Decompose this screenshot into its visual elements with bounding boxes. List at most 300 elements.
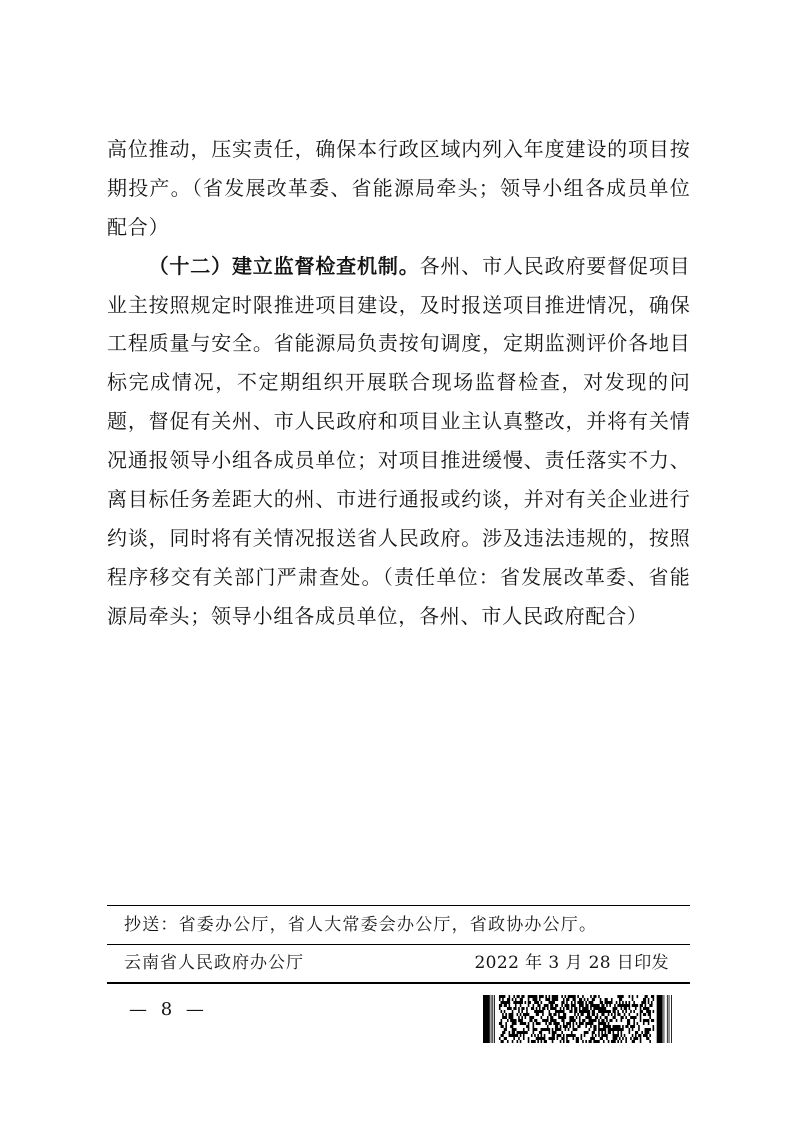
barcode-module bbox=[512, 1010, 514, 1013]
barcode-module bbox=[561, 1004, 563, 1007]
barcode-module bbox=[648, 998, 650, 1001]
barcode-module bbox=[549, 1031, 551, 1034]
barcode-module bbox=[601, 1013, 604, 1016]
barcode-module bbox=[573, 998, 576, 1001]
barcode-module bbox=[531, 1007, 534, 1010]
barcode-module bbox=[521, 1007, 524, 1010]
barcode-module bbox=[509, 995, 511, 998]
barcode-stop-bar bbox=[664, 995, 665, 1043]
barcode-module bbox=[549, 1037, 555, 1040]
barcode-module bbox=[499, 1007, 501, 1010]
barcode-module bbox=[646, 1010, 651, 1013]
barcode-module bbox=[550, 1019, 556, 1022]
barcode-module bbox=[574, 1001, 576, 1004]
barcode-module bbox=[512, 1040, 514, 1043]
barcode-module bbox=[566, 1007, 569, 1010]
barcode-module bbox=[600, 1037, 603, 1040]
barcode-module bbox=[545, 998, 550, 1001]
barcode-module bbox=[579, 1004, 584, 1007]
barcode-module bbox=[600, 1001, 603, 1004]
barcode-module bbox=[563, 1022, 565, 1025]
footer-top-rule bbox=[107, 905, 690, 906]
barcode-module bbox=[550, 1016, 553, 1019]
barcode-module bbox=[585, 1040, 587, 1043]
barcode-module bbox=[653, 998, 655, 1001]
issuer-name: 云南省人民政府办公厅 bbox=[124, 953, 304, 973]
barcode-module bbox=[561, 1019, 564, 1022]
barcode-module bbox=[501, 1025, 504, 1028]
barcode-module bbox=[633, 1019, 635, 1022]
barcode-module bbox=[574, 1013, 576, 1016]
barcode-module bbox=[528, 1028, 530, 1031]
barcode-module bbox=[633, 1001, 635, 1004]
barcode-module bbox=[648, 1001, 650, 1004]
paragraph-line: 况通报领导小组各成员单位；对项目推进缓慢、责任落实不力、 bbox=[107, 448, 690, 473]
barcode-module bbox=[573, 1037, 575, 1040]
barcode-module bbox=[593, 1040, 599, 1043]
barcode-module bbox=[552, 995, 558, 998]
barcode-module bbox=[560, 1040, 562, 1043]
barcode-module bbox=[534, 1019, 537, 1022]
barcode-module bbox=[565, 1028, 567, 1031]
barcode-module bbox=[539, 1007, 541, 1010]
barcode-module bbox=[533, 1031, 535, 1034]
barcode-module bbox=[592, 998, 595, 1001]
barcode-module bbox=[525, 1016, 527, 1019]
barcode-module bbox=[589, 1040, 592, 1043]
barcode-module bbox=[589, 1028, 591, 1031]
barcode-module bbox=[576, 1016, 578, 1019]
barcode-module bbox=[632, 1028, 634, 1031]
barcode-module bbox=[601, 1034, 607, 1037]
barcode-module bbox=[645, 1031, 650, 1034]
barcode-module bbox=[630, 1037, 632, 1040]
barcode-module bbox=[531, 1034, 533, 1037]
barcode-module bbox=[563, 1025, 568, 1028]
barcode-module bbox=[509, 1016, 514, 1019]
barcode-module bbox=[649, 1034, 651, 1037]
barcode-module bbox=[651, 1001, 653, 1004]
barcode-module bbox=[545, 995, 547, 998]
barcode-module bbox=[645, 995, 648, 998]
paragraph-first-line bbox=[107, 247, 690, 286]
barcode-module bbox=[593, 1028, 596, 1031]
barcode-module bbox=[502, 998, 504, 1001]
barcode-module bbox=[504, 1028, 507, 1031]
barcode-module bbox=[605, 1001, 613, 1004]
barcode-module bbox=[617, 1031, 619, 1034]
barcode-module bbox=[632, 1040, 635, 1043]
barcode-module bbox=[569, 1016, 574, 1019]
barcode-module bbox=[539, 995, 544, 998]
barcode-module bbox=[529, 1016, 534, 1019]
barcode-start-bar bbox=[492, 995, 493, 1043]
barcode-module bbox=[547, 1007, 549, 1010]
barcode-module bbox=[613, 1010, 616, 1013]
barcode-module bbox=[605, 1016, 608, 1019]
barcode-module bbox=[632, 995, 634, 998]
barcode-module bbox=[643, 1013, 646, 1016]
barcode-module bbox=[649, 1040, 651, 1043]
barcode-module bbox=[542, 1019, 548, 1022]
barcode-module bbox=[651, 1019, 654, 1022]
barcode-module bbox=[555, 1028, 561, 1031]
barcode-stop-bar bbox=[669, 995, 670, 1043]
barcode-module bbox=[549, 1013, 552, 1016]
barcode-module bbox=[635, 1007, 637, 1010]
barcode-module bbox=[533, 1022, 535, 1025]
barcode-module bbox=[568, 995, 576, 998]
cc-line: 抄送：省委办公厅，省人大常委会办公厅，省政协办公厅。 bbox=[124, 915, 598, 935]
barcode-module bbox=[598, 1034, 600, 1037]
barcode-module bbox=[653, 1010, 655, 1013]
barcode-module bbox=[528, 1001, 531, 1004]
barcode-module bbox=[542, 1007, 545, 1010]
barcode-module bbox=[603, 1040, 605, 1043]
barcode-module bbox=[581, 1037, 583, 1040]
barcode-module bbox=[621, 1016, 624, 1019]
barcode-module bbox=[625, 1025, 628, 1028]
barcode-module bbox=[528, 998, 530, 1001]
barcode-module bbox=[513, 1007, 516, 1010]
barcode-module bbox=[520, 998, 523, 1001]
paragraph-line: 约谈，同时将有关情况报送省人民政府。涉及违法违规的，按照 bbox=[107, 525, 690, 550]
barcode-module bbox=[589, 1001, 594, 1004]
barcode-module bbox=[561, 1001, 564, 1004]
barcode-module bbox=[505, 1025, 507, 1028]
barcode-module bbox=[598, 1019, 600, 1022]
barcode-module bbox=[613, 1034, 619, 1037]
barcode-module bbox=[641, 1001, 646, 1004]
barcode-module bbox=[569, 1025, 571, 1028]
barcode-module bbox=[590, 1025, 592, 1028]
barcode-module bbox=[632, 998, 634, 1001]
barcode-module bbox=[584, 1031, 589, 1034]
barcode-module bbox=[501, 1010, 503, 1013]
barcode-module bbox=[571, 1007, 573, 1010]
barcode-module bbox=[601, 1004, 604, 1007]
barcode-module bbox=[601, 1031, 603, 1034]
barcode-module bbox=[585, 1004, 588, 1007]
barcode-module bbox=[600, 998, 602, 1001]
barcode-module bbox=[515, 1004, 517, 1007]
barcode-module bbox=[523, 1034, 525, 1037]
barcode-module bbox=[553, 1022, 559, 1025]
barcode-module bbox=[550, 1004, 553, 1007]
barcode-module bbox=[629, 1001, 631, 1004]
barcode-module bbox=[595, 1016, 598, 1019]
barcode-module bbox=[573, 1022, 575, 1025]
barcode-module bbox=[533, 1025, 535, 1028]
barcode-module bbox=[633, 1022, 635, 1025]
barcode-module bbox=[621, 1034, 623, 1037]
barcode-module bbox=[638, 1028, 640, 1031]
barcode-module bbox=[593, 1007, 606, 1010]
barcode-module bbox=[545, 1022, 547, 1025]
barcode-module bbox=[561, 1031, 563, 1034]
barcode-module bbox=[621, 1031, 623, 1034]
barcode-module bbox=[509, 1031, 511, 1034]
barcode-module bbox=[542, 1013, 544, 1016]
barcode-module bbox=[637, 1022, 639, 1025]
barcode-module bbox=[629, 1031, 631, 1034]
barcode-module bbox=[521, 995, 524, 998]
barcode-module bbox=[614, 1004, 616, 1007]
barcode-module bbox=[606, 1019, 608, 1022]
barcode-module bbox=[609, 1004, 611, 1007]
barcode-module bbox=[555, 1004, 558, 1007]
barcode-module bbox=[552, 1031, 557, 1034]
barcode-module bbox=[526, 1010, 528, 1013]
barcode-module bbox=[563, 998, 565, 1001]
barcode-start-bar bbox=[483, 995, 490, 1043]
barcode-module bbox=[526, 1007, 528, 1010]
barcode-module bbox=[643, 1019, 649, 1022]
barcode-module bbox=[571, 1001, 573, 1004]
barcode-module bbox=[541, 1001, 543, 1004]
barcode bbox=[483, 995, 672, 1043]
barcode-module bbox=[544, 1034, 546, 1037]
barcode-module bbox=[605, 1031, 607, 1034]
barcode-module bbox=[643, 1022, 645, 1025]
barcode-module bbox=[653, 1028, 655, 1031]
barcode-module bbox=[563, 1013, 566, 1016]
paragraph-line: 程序移交有关部门严肃查处。（责任单位：省发展改革委、省能 bbox=[107, 564, 690, 589]
barcode-module bbox=[621, 1040, 623, 1043]
barcode-module bbox=[622, 1037, 624, 1040]
barcode-stop-bar bbox=[671, 995, 672, 1043]
barcode-module bbox=[521, 1010, 523, 1013]
barcode-module bbox=[598, 995, 600, 998]
paragraph-line-text: 各州、市人民政府要督促项目 bbox=[419, 253, 690, 278]
barcode-module bbox=[499, 1037, 501, 1040]
paragraph-2 bbox=[107, 247, 690, 636]
barcode-module bbox=[585, 1001, 587, 1004]
barcode-module bbox=[590, 1007, 592, 1010]
barcode-module bbox=[589, 1019, 597, 1022]
barcode-module bbox=[582, 1040, 584, 1043]
barcode-module bbox=[608, 1013, 610, 1016]
barcode-module bbox=[648, 1022, 650, 1025]
barcode-module bbox=[627, 1019, 630, 1022]
barcode-module bbox=[550, 1007, 556, 1010]
barcode-module bbox=[640, 1013, 642, 1016]
barcode-module bbox=[518, 1007, 520, 1010]
barcode-stop-bar bbox=[667, 995, 668, 1043]
barcode-module bbox=[569, 1019, 575, 1022]
barcode-module bbox=[568, 1028, 570, 1031]
barcode-module bbox=[613, 1031, 615, 1034]
barcode-module bbox=[517, 1040, 519, 1043]
barcode-module bbox=[541, 1040, 543, 1043]
barcode-module bbox=[613, 1016, 616, 1019]
barcode-module bbox=[617, 1010, 619, 1013]
barcode-module bbox=[553, 1013, 556, 1016]
barcode-module bbox=[590, 995, 592, 998]
barcode-module bbox=[593, 995, 596, 998]
barcode-module bbox=[630, 1010, 632, 1013]
barcode-module bbox=[621, 1019, 623, 1022]
barcode-module bbox=[512, 1028, 517, 1031]
barcode-module bbox=[536, 1037, 546, 1040]
barcode-module bbox=[512, 998, 514, 1001]
barcode-module bbox=[523, 1037, 525, 1040]
barcode-module bbox=[557, 1037, 559, 1040]
barcode-module bbox=[592, 1031, 595, 1034]
barcode-module bbox=[587, 1013, 590, 1016]
barcode-module bbox=[601, 1019, 604, 1022]
barcode-module bbox=[593, 1025, 596, 1028]
barcode-module bbox=[579, 1010, 590, 1013]
barcode-module bbox=[576, 1040, 579, 1043]
barcode-module bbox=[629, 1013, 631, 1016]
barcode-module bbox=[541, 1034, 543, 1037]
paragraph-line: 离目标任务差距大的州、市进行通报或约谈，并对有关企业进行 bbox=[107, 487, 690, 512]
barcode-module bbox=[510, 1025, 513, 1028]
barcode-module bbox=[625, 1010, 627, 1013]
barcode-module bbox=[577, 1013, 579, 1016]
barcode-module bbox=[552, 1028, 554, 1031]
barcode-module bbox=[566, 1037, 568, 1040]
paragraph-line: 配合） bbox=[107, 214, 170, 239]
barcode-module bbox=[622, 1001, 624, 1004]
barcode-module bbox=[643, 1007, 649, 1010]
issue-date: 2022 年 3 月 28 日印发 bbox=[474, 953, 669, 973]
barcode-module bbox=[605, 998, 608, 1001]
barcode-module bbox=[566, 1022, 571, 1025]
barcode-module bbox=[653, 1025, 655, 1028]
barcode-module bbox=[608, 1022, 610, 1025]
barcode-module bbox=[640, 1040, 642, 1043]
barcode-module bbox=[617, 1013, 620, 1016]
barcode-module bbox=[520, 1040, 522, 1043]
barcode-module bbox=[579, 998, 582, 1001]
barcode-module bbox=[613, 1007, 618, 1010]
barcode-module bbox=[507, 1019, 509, 1022]
barcode-module bbox=[529, 1019, 532, 1022]
barcode-module bbox=[561, 1037, 564, 1040]
barcode-module bbox=[582, 1019, 585, 1022]
barcode-module bbox=[617, 1004, 630, 1007]
barcode-module bbox=[528, 1037, 530, 1040]
barcode-module bbox=[541, 1016, 543, 1019]
barcode-module bbox=[517, 995, 520, 998]
barcode-module bbox=[598, 1028, 606, 1031]
barcode-module bbox=[598, 1010, 611, 1013]
barcode-module bbox=[507, 1040, 509, 1043]
barcode-module bbox=[643, 998, 646, 1001]
barcode-module bbox=[645, 1028, 651, 1031]
barcode-module bbox=[633, 1037, 638, 1040]
barcode-module bbox=[574, 1007, 577, 1010]
barcode-module bbox=[523, 1028, 525, 1031]
barcode-module bbox=[513, 1001, 523, 1004]
paragraph-line: 业主按照规定时限推进项目建设，及时报送项目推进情况，确保 bbox=[107, 292, 690, 317]
barcode-module bbox=[560, 1007, 562, 1010]
barcode-module bbox=[502, 1013, 504, 1016]
barcode-module bbox=[638, 1025, 640, 1028]
barcode-module bbox=[608, 1040, 610, 1043]
barcode-module bbox=[565, 995, 567, 998]
barcode-module bbox=[547, 1025, 549, 1028]
barcode-module bbox=[598, 1022, 606, 1025]
barcode-module bbox=[579, 1007, 581, 1010]
barcode-module bbox=[563, 1040, 565, 1043]
barcode-module bbox=[501, 1019, 503, 1022]
barcode-module bbox=[504, 1037, 507, 1040]
barcode-module bbox=[552, 1034, 555, 1037]
barcode-module bbox=[595, 1034, 597, 1037]
barcode-module bbox=[600, 1016, 602, 1019]
barcode-module bbox=[614, 1013, 616, 1016]
barcode-module bbox=[561, 995, 563, 998]
barcode-module bbox=[499, 995, 505, 998]
barcode-module bbox=[625, 1040, 627, 1043]
barcode-module bbox=[499, 998, 501, 1001]
barcode-module bbox=[613, 1025, 621, 1028]
paragraph-line: 源局牵头；领导小组各成员单位，各州、市人民政府配合） bbox=[107, 603, 648, 628]
barcode-module bbox=[592, 1013, 595, 1016]
barcode-module bbox=[525, 1001, 527, 1004]
barcode-module bbox=[611, 998, 613, 1001]
barcode-module bbox=[638, 1034, 641, 1037]
barcode-module bbox=[608, 1028, 624, 1031]
barcode-module bbox=[539, 1031, 542, 1034]
barcode-module bbox=[619, 998, 622, 1001]
barcode-module bbox=[534, 1001, 539, 1004]
barcode-module bbox=[598, 1031, 600, 1034]
barcode-module bbox=[640, 1016, 642, 1019]
barcode-module bbox=[517, 1031, 528, 1034]
barcode-module bbox=[526, 1025, 529, 1028]
barcode-module bbox=[539, 998, 541, 1001]
barcode-module bbox=[585, 1025, 587, 1028]
barcode-module bbox=[645, 1004, 647, 1007]
barcode-module bbox=[579, 1022, 584, 1025]
barcode-module bbox=[555, 1025, 558, 1028]
barcode-module bbox=[625, 1037, 627, 1040]
barcode-module bbox=[582, 995, 584, 998]
barcode-module bbox=[533, 998, 538, 1001]
barcode-module bbox=[536, 1013, 539, 1016]
barcode-module bbox=[566, 1034, 576, 1037]
barcode-module bbox=[641, 1031, 643, 1034]
barcode-module bbox=[537, 1004, 540, 1007]
barcode-module bbox=[621, 1007, 623, 1010]
barcode-module bbox=[576, 1022, 578, 1025]
barcode-module bbox=[549, 995, 551, 998]
barcode-module bbox=[563, 1034, 565, 1037]
barcode-module bbox=[536, 1007, 538, 1010]
footer-bottom-rule bbox=[107, 982, 690, 984]
barcode-module bbox=[648, 1013, 651, 1016]
barcode-start-bar bbox=[494, 995, 495, 1043]
barcode-module bbox=[518, 1010, 520, 1013]
paragraph-1 bbox=[107, 130, 690, 247]
barcode-module bbox=[585, 1016, 591, 1019]
barcode-module bbox=[501, 1001, 511, 1004]
barcode-module bbox=[579, 1019, 581, 1022]
barcode-module bbox=[579, 1016, 581, 1019]
barcode-module bbox=[501, 1040, 504, 1043]
barcode-module bbox=[640, 1019, 642, 1022]
barcode-module bbox=[640, 1007, 642, 1010]
footer-middle-rule bbox=[107, 944, 690, 945]
section-heading: （十二）建立监督检查机制。 bbox=[148, 253, 420, 278]
barcode-module bbox=[573, 1025, 575, 1028]
barcode-module bbox=[557, 1034, 562, 1037]
barcode-module bbox=[518, 1037, 520, 1040]
